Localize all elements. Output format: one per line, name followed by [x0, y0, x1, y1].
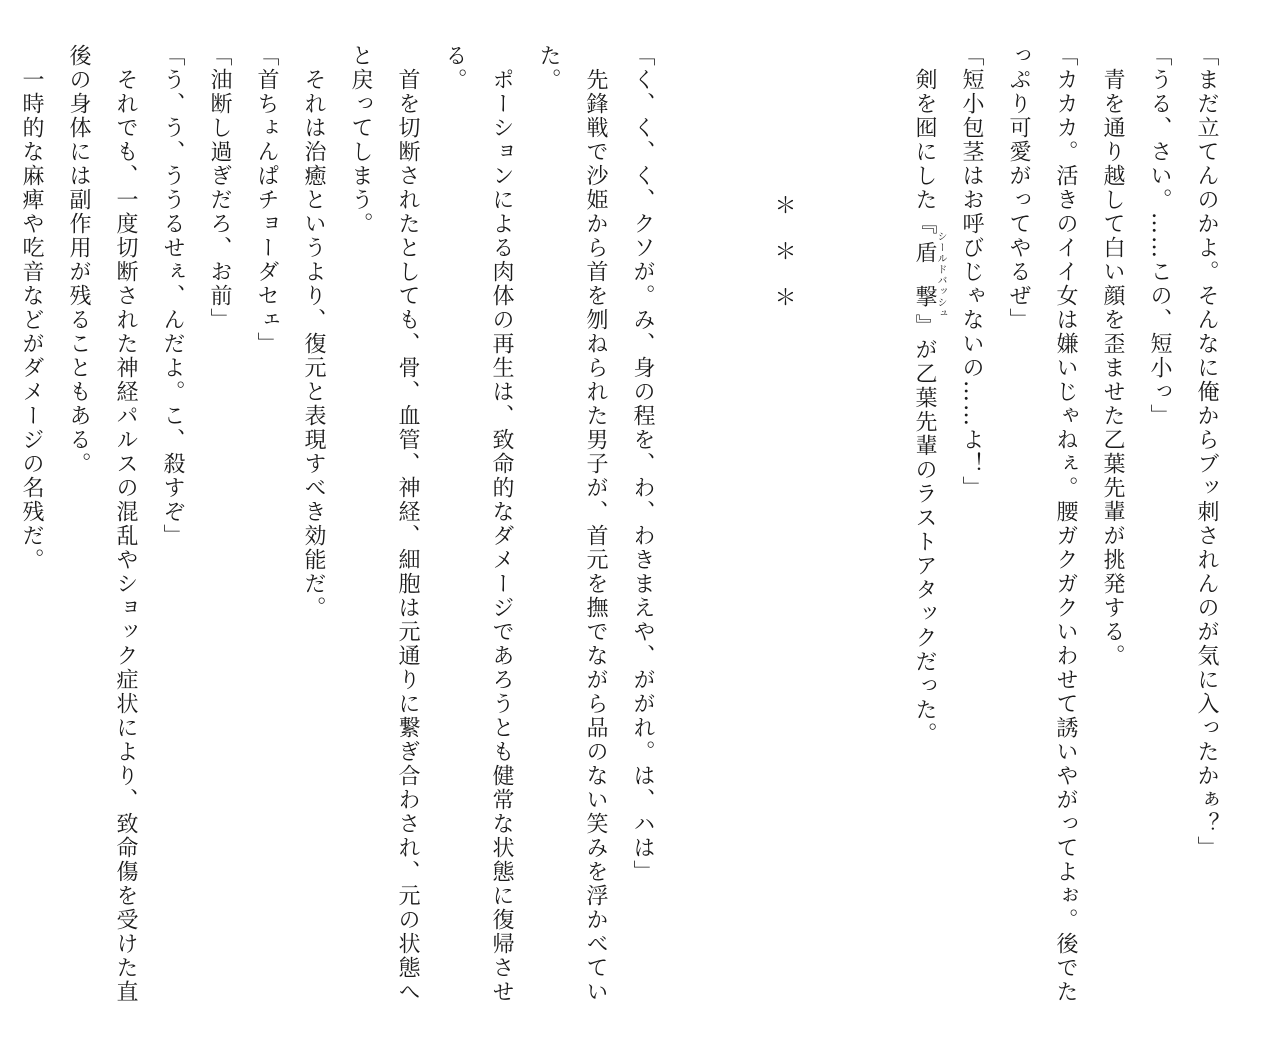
text-line-with-ruby [901, 44, 948, 1024]
text-line: ポーションによる肉体の再生は、致命的なダメージであろうとも健常な状態に復帰させる。 [442, 44, 514, 1004]
text-line: 「短小包茎はお呼びじゃないの……よ！」 [959, 44, 984, 500]
ruby-base: 盾撃 [912, 231, 937, 319]
text-line: 「う、う、ううるせぇ、んだよ。こ、殺すぞ」 [160, 44, 185, 548]
text-line: 「うる、さい。……この、短小っ」 [1147, 44, 1172, 428]
text-line: 「く、く、く、クソが。み、身の程を、わ、わきまえや、ががれ。は、ハは」 [630, 44, 655, 884]
text-line: それは治癒というより、復元と表現すべき効能だ。 [301, 44, 326, 620]
text-segment: 剣を囮にした『 [912, 44, 937, 236]
text-line: 「油断し過ぎだろ、お前」 [207, 44, 232, 332]
text-segment: 』が乙葉先輩のラストアタックだった。 [912, 314, 937, 746]
text-line: 一時的な麻痺や吃音などがダメージの名残だ。 [19, 44, 44, 572]
ruby-annotation: シールドバッシュ [935, 231, 946, 319]
ruby-word [912, 231, 946, 319]
text-line: 「カカカ。活きのイイ女は嫌いじゃねぇ。腰ガクガクいわせて誘いやがってよぉ。後でたっぷり可愛がってやるぜ」 [1006, 44, 1078, 1004]
text-line: 「まだ立てんのかよ。そんなに俺からブッ刺されんのが気に入ったかぁ？」 [1194, 44, 1219, 860]
blank-space [666, 44, 760, 1024]
text-line: 先鋒戦で沙姫から首を刎ねられた男子が、首元を撫でながら品のない笑みを浮かべていた。 [536, 44, 608, 1004]
text-line: それでも、一度切断された神経パルスの混乱やショック症状により、致命傷を受けた直後の身体には副作用が残ることもある。 [66, 44, 138, 1004]
text-line: 青を通り越して白い顔を歪ませた乙葉先輩が挑発する。 [1100, 44, 1125, 668]
text-line: 首を切断されたとしても、骨、血管、神経、細胞は元通りに繋ぎ合わされ、元の状態へと戻ってしまう。 [348, 44, 420, 1004]
blank-space [807, 44, 901, 1024]
vertical-text-body [19, 44, 1230, 1024]
section-separator: ＊＊＊ [771, 194, 796, 332]
text-line [0, 44, 8, 1024]
text-line: 「首ちょんぱチョーダセェ」 [254, 44, 279, 356]
